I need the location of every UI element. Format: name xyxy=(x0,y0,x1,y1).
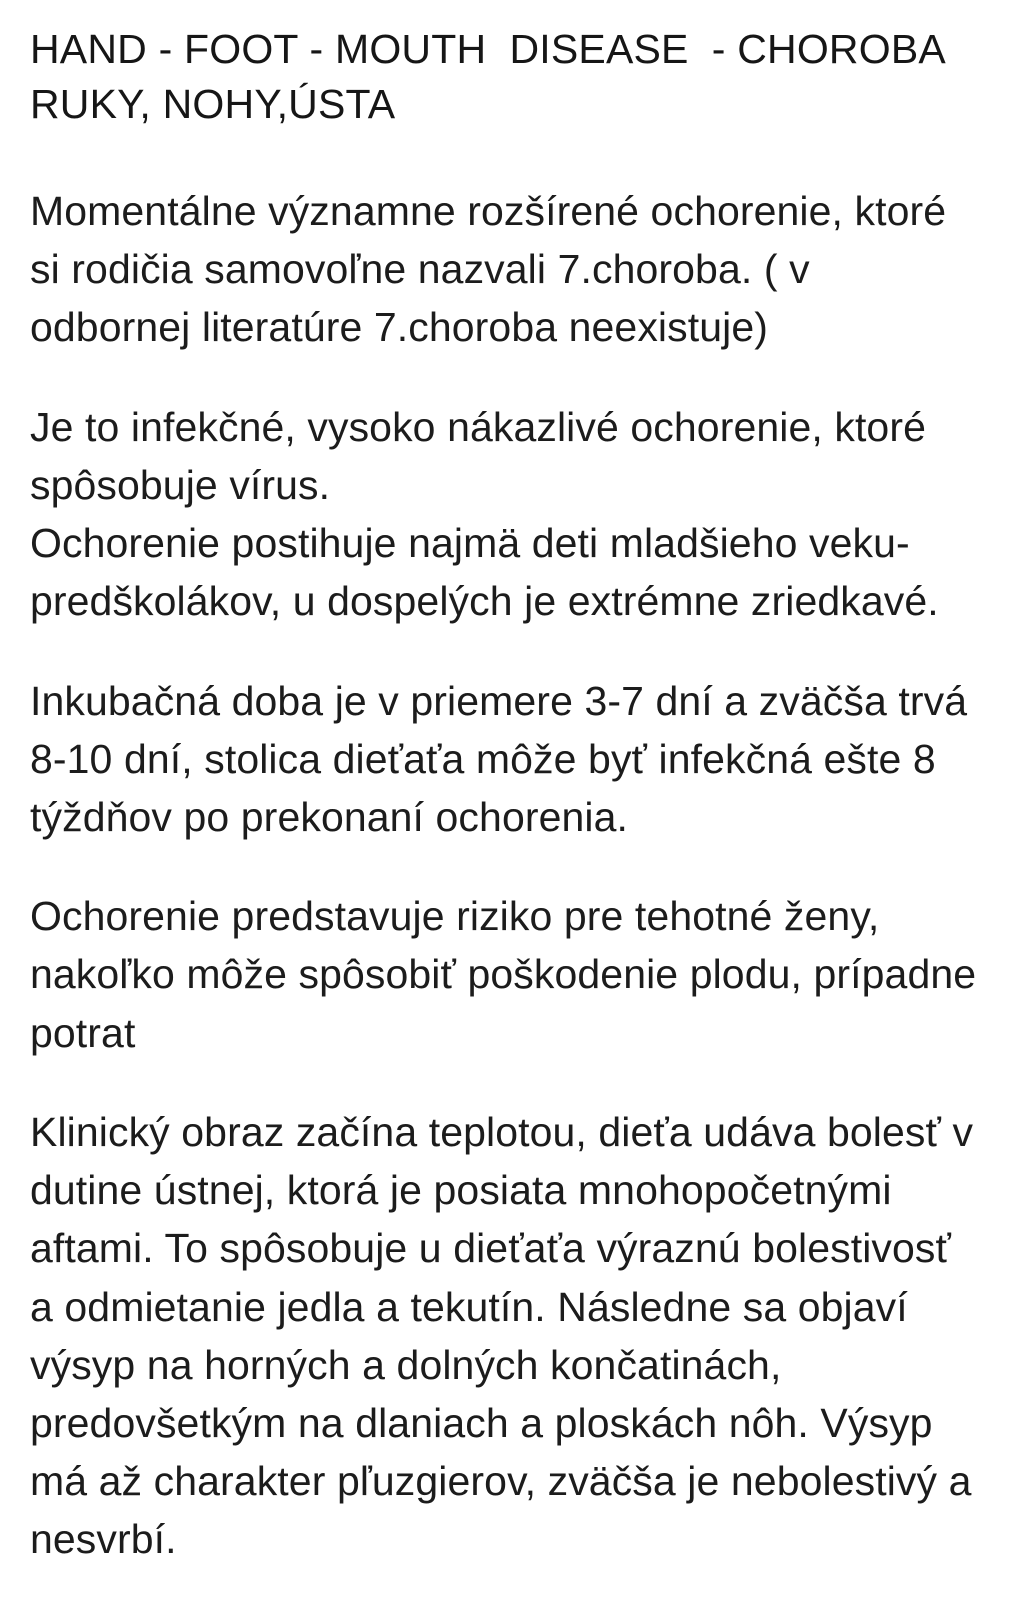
paragraph-spacer xyxy=(30,631,981,672)
paragraph-spacer xyxy=(30,141,981,182)
paragraph-intro: Momentálne významne rozšírené ochorenie, ktoré si rodičia samovoľne nazvali 7.choroba. ( v odbornej literatúre 7.choroba neexistuje) xyxy=(30,188,958,351)
paragraph-spacer xyxy=(30,1062,981,1103)
paragraph-pregnancy-risk: Ochorenie predstavuje riziko pre tehotné ženy, nakoľko môže spôsobiť poškodenie plodu, prípadne potrat xyxy=(30,893,988,1056)
paragraph-cause: Je to infekčné, vysoko nákazlivé ochorenie, ktoré spôsobuje vírus. xyxy=(30,403,938,508)
paragraph-spacer xyxy=(30,846,981,887)
paragraph-spacer xyxy=(30,357,981,398)
paragraph-clinical-picture: Klinický obraz začína teplotou, dieťa udáva bolesť v dutine ústnej, ktorá je posiata mnohopočetnými aftami. To spôsobuje u dieťaťa výraznú bolestivosť a odmietanie jedla a tekutín. Následne sa objaví výsyp na horných a dolných končatinách, predovšetkým na dlaniach a ploskách nôh. Výsyp má až charakter pľuzgierov, zväčša je nebolestivý a nesvrbí. xyxy=(30,1108,985,1563)
paragraph-incubation: Inkubačná doba je v priemere 3-7 dní a zväčša trvá 8-10 dní, stolica dieťaťa môže byť infekčná ešte 8 týždňov po prekonaní ochorenia. xyxy=(30,677,979,840)
paragraph-affected-group: Ochorenie postihuje najmä deti mladšieho veku- predškolákov, u dospelých je extrémne zriedkavé. xyxy=(30,520,939,625)
page-title: HAND - FOOT - MOUTH DISEASE - CHOROBA RUKY, NOHY,ÚSTA xyxy=(30,26,956,127)
